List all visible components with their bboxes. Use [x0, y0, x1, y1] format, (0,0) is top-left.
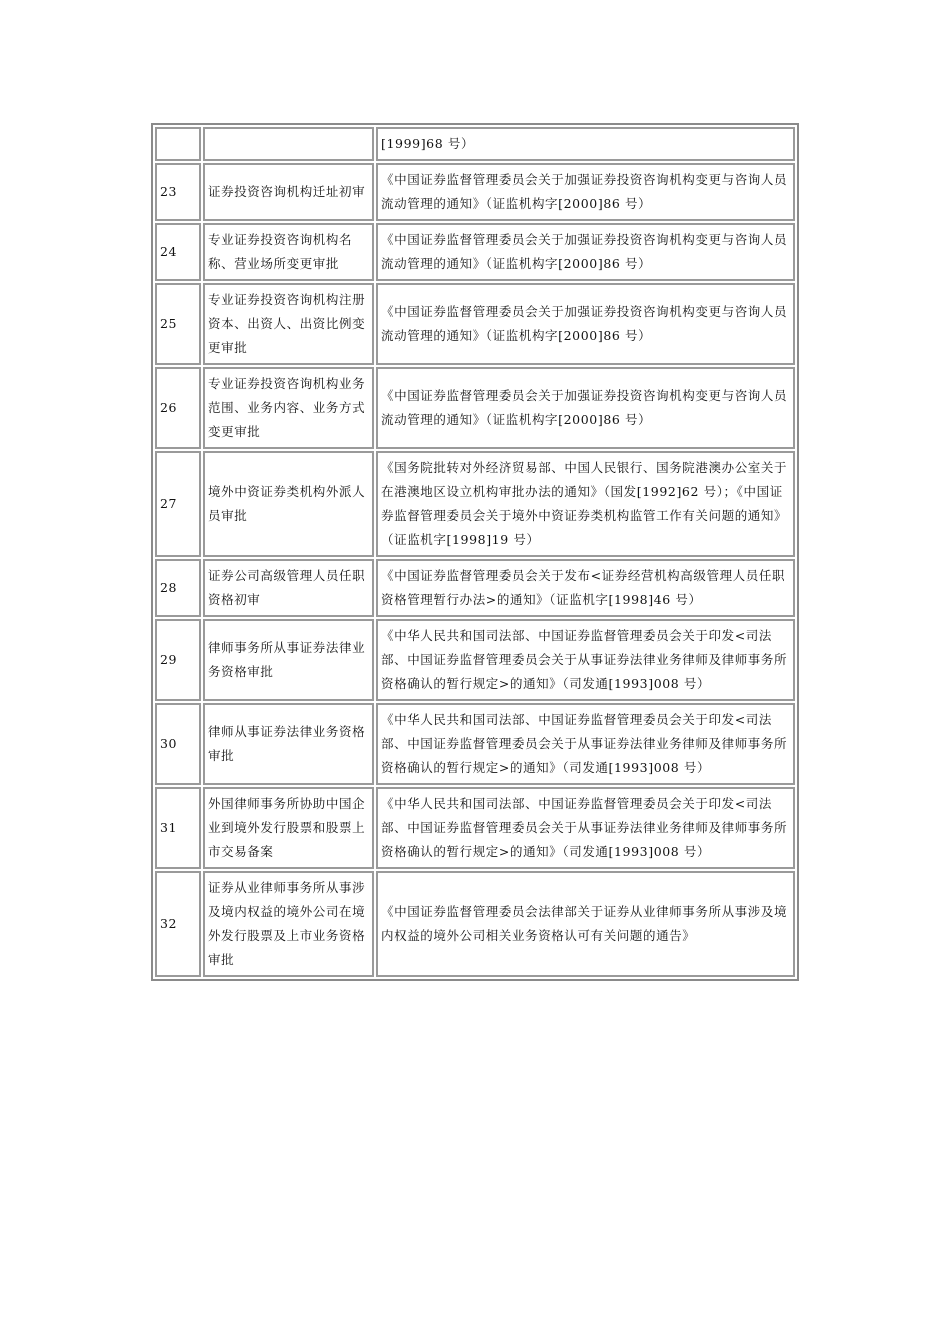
- item-name-cell: 专业证券投资咨询机构注册资本、出资人、出资比例变更审批: [203, 283, 374, 365]
- item-name-cell: 律师从事证券法律业务资格审批: [203, 703, 374, 785]
- item-name-cell: 证券从业律师事务所从事涉及境内权益的境外公司在境外发行股票及上市业务资格审批: [203, 871, 374, 977]
- table-row: [155, 283, 795, 365]
- legal-basis-cell: 《中国证券监督管理委员会关于加强证券投资咨询机构变更与咨询人员流动管理的通知》（证监机构字[2000]86 号）: [376, 283, 795, 365]
- legal-basis-cell: 《中国证券监督管理委员会关于加强证券投资咨询机构变更与咨询人员流动管理的通知》（证监机构字[2000]86 号）: [376, 163, 795, 221]
- item-number-cell: 24: [155, 223, 201, 281]
- legal-basis-cell: 《中国证券监督管理委员会关于加强证券投资咨询机构变更与咨询人员流动管理的通知》（证监机构字[2000]86 号）: [376, 367, 795, 449]
- legal-basis-cell: 《中华人民共和国司法部、中国证券监督管理委员会关于印发<司法部、中国证券监督管理委员会关于从事证券法律业务律师及律师事务所资格确认的暂行规定>的通知》（司发通[1993]008 号）: [376, 619, 795, 701]
- item-number-cell: 26: [155, 367, 201, 449]
- table-row: [155, 367, 795, 449]
- table-row: [155, 127, 795, 161]
- item-number-cell: 30: [155, 703, 201, 785]
- item-name-cell: 专业证券投资咨询机构业务范围、业务内容、业务方式变更审批: [203, 367, 374, 449]
- item-name-cell: 专业证券投资咨询机构名称、营业场所变更审批: [203, 223, 374, 281]
- approval-items-table: [151, 123, 799, 981]
- item-number-cell: 23: [155, 163, 201, 221]
- table-row: [155, 871, 795, 977]
- item-name-cell: 境外中资证券类机构外派人员审批: [203, 451, 374, 557]
- item-name-cell: 外国律师事务所协助中国企业到境外发行股票和股票上市交易备案: [203, 787, 374, 869]
- table-row: [155, 451, 795, 557]
- legal-basis-cell: 《中国证券监督管理委员会关于发布<证券经营机构高级管理人员任职资格管理暂行办法>的通知》（证监机字[1998]46 号）: [376, 559, 795, 617]
- legal-basis-cell: 《国务院批转对外经济贸易部、中国人民银行、国务院港澳办公室关于在港澳地区设立机构审批办法的通知》（国发[1992]62 号）；《中国证券监督管理委员会关于境外中资证券类机构监管工作有关问题的通知》（证监机字[1998]19 号）: [376, 451, 795, 557]
- item-number-cell: 29: [155, 619, 201, 701]
- item-number-cell: 31: [155, 787, 201, 869]
- item-number-cell: 32: [155, 871, 201, 977]
- item-name-cell: 证券投资咨询机构迁址初审: [203, 163, 374, 221]
- item-name-cell: 律师事务所从事证券法律业务资格审批: [203, 619, 374, 701]
- legal-basis-cell: 《中国证券监督管理委员会关于加强证券投资咨询机构变更与咨询人员流动管理的通知》（证监机构字[2000]86 号）: [376, 223, 795, 281]
- table-row: [155, 223, 795, 281]
- item-name-cell: [203, 127, 374, 161]
- legal-basis-cell: 《中华人民共和国司法部、中国证券监督管理委员会关于印发<司法部、中国证券监督管理委员会关于从事证券法律业务律师及律师事务所资格确认的暂行规定>的通知》（司发通[1993]008 号）: [376, 787, 795, 869]
- item-number-cell: 28: [155, 559, 201, 617]
- item-number-cell: 25: [155, 283, 201, 365]
- item-number-cell: 27: [155, 451, 201, 557]
- table-row: [155, 163, 795, 221]
- legal-basis-cell: 《中华人民共和国司法部、中国证券监督管理委员会关于印发<司法部、中国证券监督管理委员会关于从事证券法律业务律师及律师事务所资格确认的暂行规定>的通知》（司发通[1993]008 号）: [376, 703, 795, 785]
- table-row: [155, 559, 795, 617]
- table-row: [155, 703, 795, 785]
- table-row: [155, 787, 795, 869]
- table-row: [155, 619, 795, 701]
- legal-basis-cell: 《中国证券监督管理委员会法律部关于证券从业律师事务所从事涉及境内权益的境外公司相关业务资格认可有关问题的通告》: [376, 871, 795, 977]
- item-name-cell: 证券公司高级管理人员任职资格初审: [203, 559, 374, 617]
- legal-basis-cell: [1999]68 号）: [376, 127, 795, 161]
- item-number-cell: [155, 127, 201, 161]
